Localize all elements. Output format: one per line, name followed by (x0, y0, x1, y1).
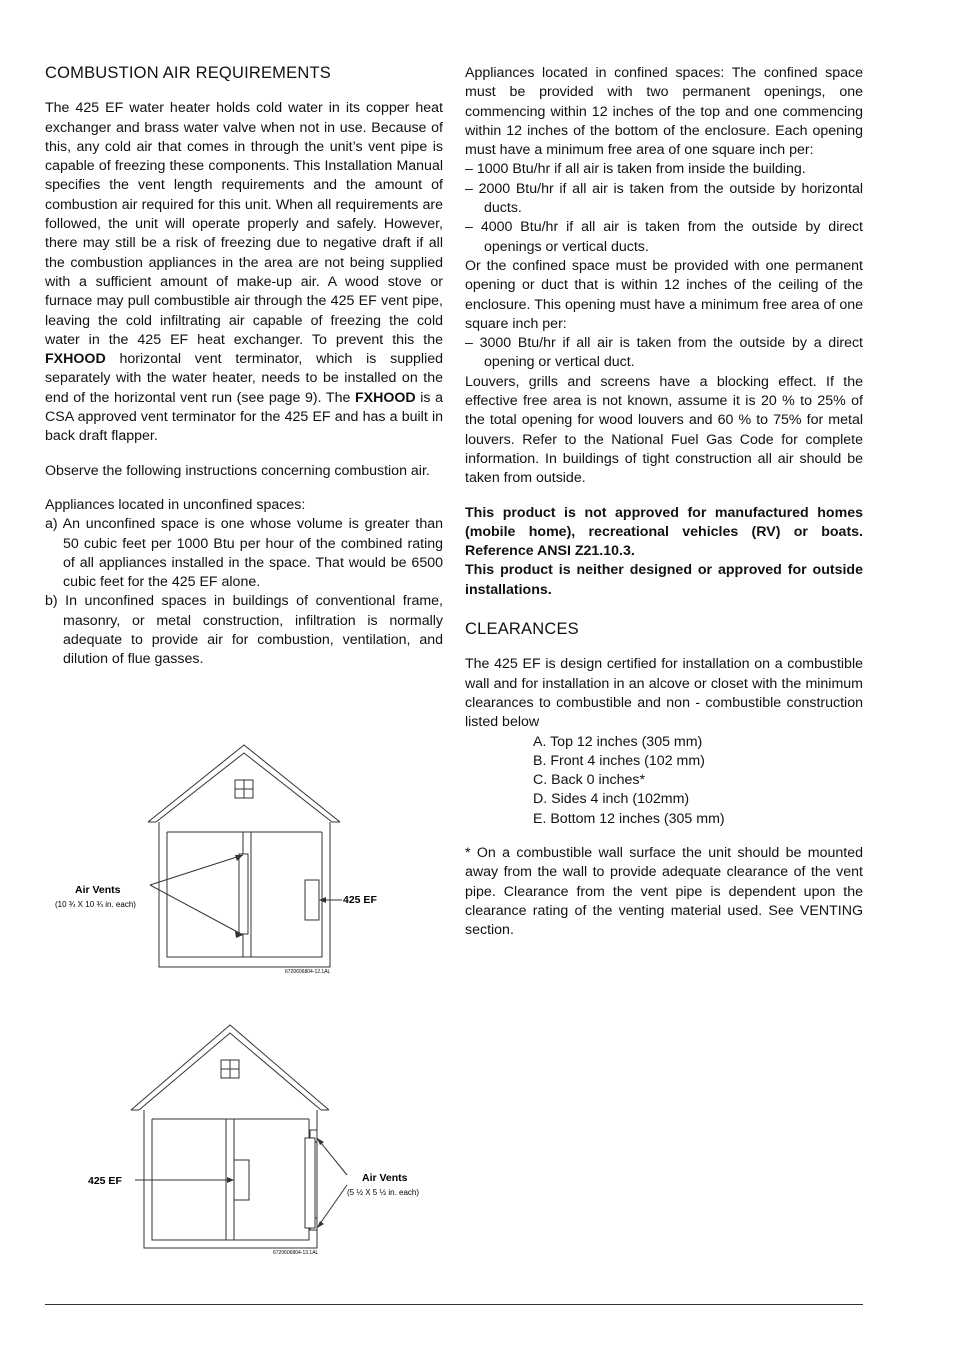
single-opening-paragraph: Or the confined space must be provided with one permanent opening or duct that is within 12 inches of the ceiling of the enclosure. This opening must have a minimum free area of one square inch per: (465, 257, 863, 332)
list-item: A. Top 12 inches (305 mm) (533, 733, 703, 750)
figure-code: 6720606804-13.1AL (273, 1250, 319, 1256)
list-item: B. Front 4 inches (102 mm) (533, 752, 705, 769)
unit-label: 425 EF (88, 1175, 122, 1187)
list-item: – 1000 Btu/hr if all air is taken from inside the building. (465, 161, 806, 178)
left-column (45, 64, 443, 670)
confined-space-diagram (85, 1015, 445, 1260)
air-vent-upper (239, 854, 248, 934)
confined-rates-list (465, 160, 863, 256)
water-heater-unit (305, 880, 319, 920)
air-vents-label: Air Vents (75, 884, 121, 896)
combustion-air-heading: COMBUSTION AIR REQUIREMENTS (45, 64, 331, 82)
air-vents-size-label: (5 ½ X 5 ½ in. each) (347, 1188, 420, 1197)
right-column (465, 64, 863, 940)
air-vents-label: Air Vents (362, 1172, 408, 1184)
intro-paragraph: The 425 EF water heater holds cold water in its copper heat exchanger and brass water valve when not in use. Because of this, any cold air that comes in through the unit’s vent pipe is capable of freezing these components. This Installation Manual specifies the vent length requirements and the amount of combustion air required for this unit. When all requirements are followed, the unit will operate properly and safely. However, there may still be a risk of freezing due to negative draft if all the combustion appliances in the area are not being supplied with a sufficient amount of make-up air. A wood stove or furnace may pull combustible air through the 425 EF vent pipe, leaving the cold infiltrating air capable of freezing the cold water in the 425 EF heat exchanger. To prevent this the FXHOOD horizontal vent terminator, which is supplied separately with the water heater, needs to be installed on the end of the horizontal vent run (see page 9). The FXHOOD is a CSA approved vent terminator for the 425 EF and has a built in back draft flapper. (45, 100, 443, 445)
clearances-paragraph: The 425 EF is design certified for installation on a combustible wall and for installation in an alcove or closet with the minimum clearances to combustible and non - combustible construction listed below (465, 656, 863, 731)
unit-label: 425 EF (343, 894, 377, 906)
clearances-list (465, 733, 863, 829)
louvers-paragraph: Louvers, grills and screens have a blocking effect. If the effective free area is not known, assume it is 20 % to 25% of the total opening for wood louvers and 60 % to 75% for metal louvers. Refer to the National Fuel Gas Code for complete information. In buildings of tight construction all air should be taken from outside. (465, 373, 863, 487)
unconfined-heading: Appliances located in unconfined spaces: (45, 496, 306, 513)
list-item: – 2000 Btu/hr if all air is taken from the outside by horizontal ducts. (465, 180, 863, 217)
list-item: b) In unconfined spaces in buildings of conventional frame, masonry, or metal construction, infiltration is normally adequate to provide air for combustion, ventilation, and dilution of flue gasses. (45, 593, 443, 668)
figure-code: 6720606804-12.1AL (285, 969, 331, 975)
list-item: E. Bottom 12 inches (305 mm) (533, 810, 725, 827)
observe-paragraph: Observe the following instructions concerning combustion air. (45, 462, 430, 479)
manufactured-homes-warning: This product is not approved for manufactured homes (mobile home), recreational vehicles (RV) or boats. Reference ANSI Z21.10.3. (465, 504, 863, 560)
unconfined-list (45, 515, 443, 669)
single-opening-list (465, 334, 863, 373)
list-item: – 4000 Btu/hr if all air is taken from the outside by direct openings or vertical ducts. (465, 219, 863, 255)
footnote-paragraph: * On a combustible wall surface the unit should be mounted away from the wall to provide adequate clearance of the vent pipe. Clearance from the vent pipe is dependent upon the clearance rating of the venting material used. See VENTING section. (465, 844, 863, 939)
confined-paragraph: Appliances located in confined spaces: The confined space must be provided with two permanent openings, one commencing within 12 inches of the top and one commencing within 12 inches of the bottom of the enclosure. Each opening must have a minimum free area of one square inch per: (465, 65, 863, 159)
unconfined-space-diagram (40, 735, 440, 980)
water-heater-unit (234, 1160, 249, 1200)
list-item: D. Sides 4 inch (102mm) (533, 791, 690, 808)
list-item: C. Back 0 inches* (533, 772, 645, 789)
list-item: – 3000 Btu/hr if all air is taken from the outside by a direct opening or vertical duct. (465, 335, 863, 371)
clearances-heading: CLEARANCES (465, 620, 579, 639)
list-item: a) An unconfined space is one whose volume is greater than 50 cubic feet per 1000 Btu per hour of the combined rating of all appliances installed in the space. That would be 6500 cubic feet for the 425 EF alone. (45, 516, 443, 591)
footer-rule (45, 1304, 863, 1305)
outside-installation-warning: This product is neither designed or approved for outside installations. (465, 562, 863, 598)
air-vents-size-label: (10 ¾ X 10 ¾ in. each) (55, 900, 136, 909)
